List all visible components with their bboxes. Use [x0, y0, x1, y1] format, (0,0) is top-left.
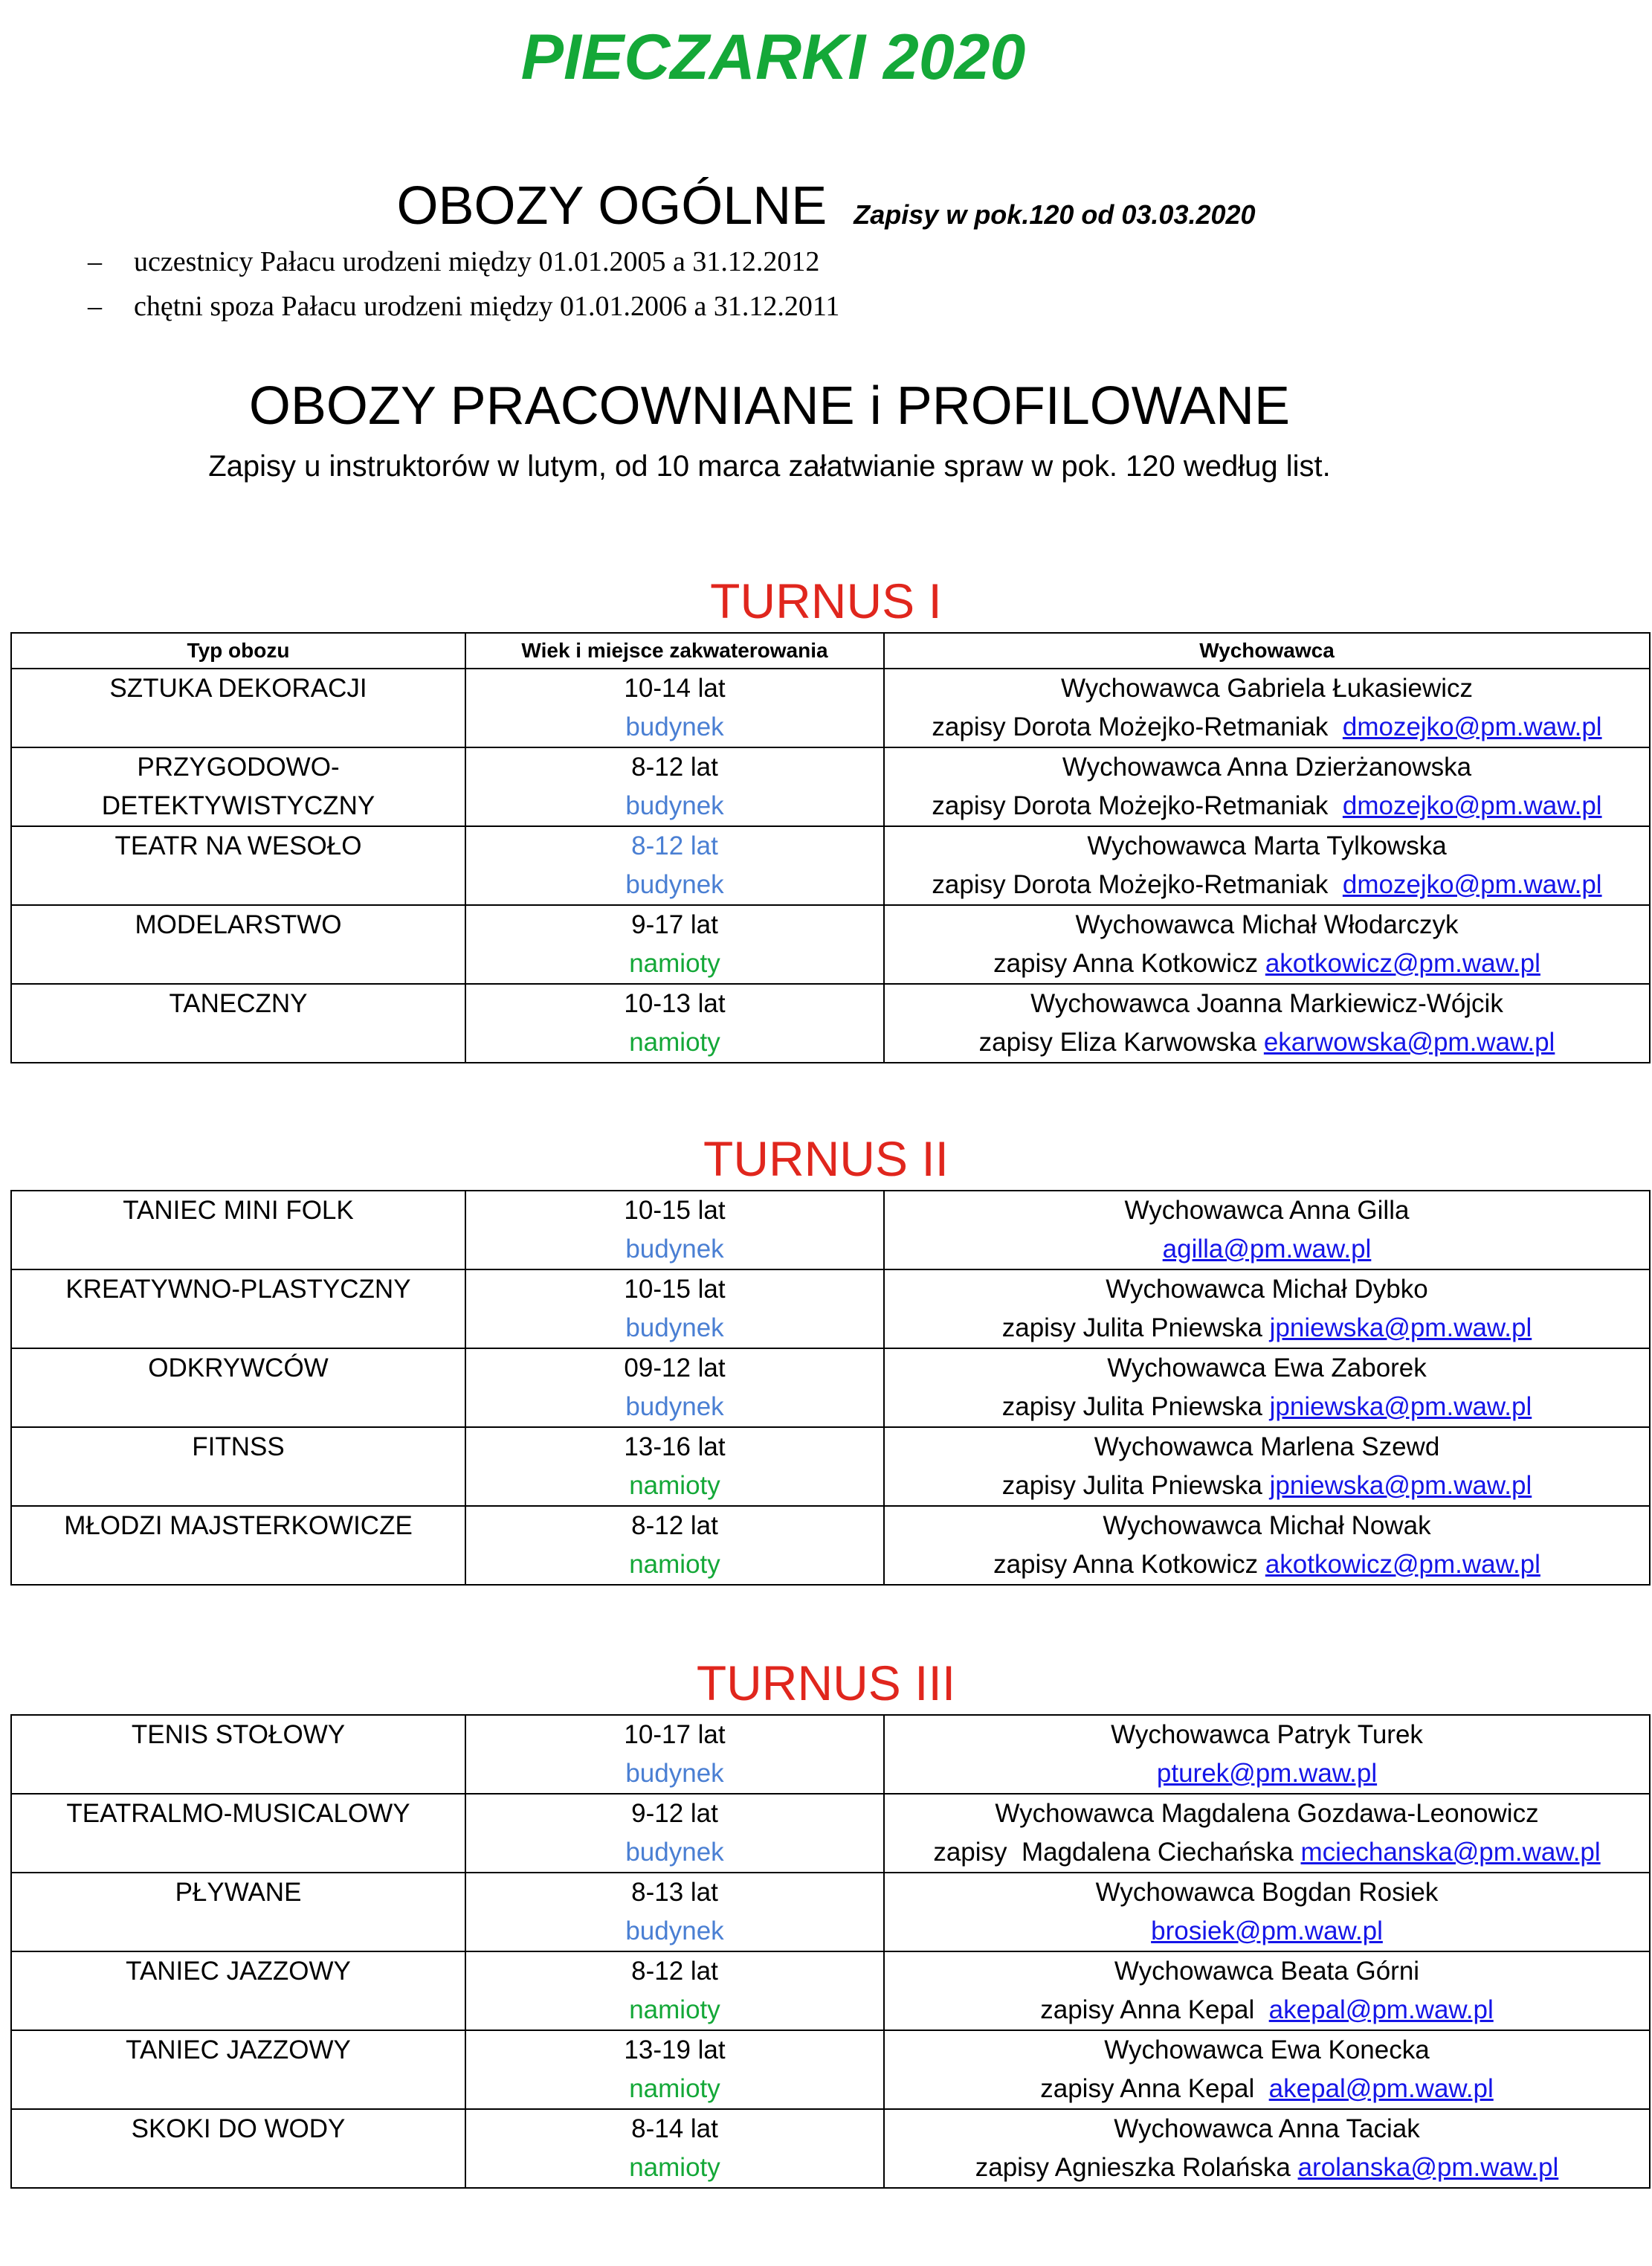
accommodation: budynek: [625, 1392, 724, 1421]
accommodation: namioty: [629, 2153, 720, 2182]
email-link[interactable]: dmozejko@pm.waw.pl: [1342, 712, 1602, 741]
camp-type: TANECZNY: [169, 989, 308, 1018]
accommodation: namioty: [629, 2074, 720, 2103]
tutor-name: Wychowawca Anna Dzierżanowska: [1062, 753, 1472, 782]
turnus-title: TURNUS II: [703, 1131, 949, 1186]
table-row: [11, 1191, 1650, 1269]
tutor-name: Wychowawca Michał Włodarczyk: [1075, 910, 1459, 939]
workshop-camps-subtitle: Zapisy u instruktorów w lutym, od 10 marca załatwianie spraw w pok. 120 według list.: [208, 450, 1331, 483]
workshop-camps-title: OBOZY PRACOWNIANE i PROFILOWANE: [248, 376, 1291, 436]
camp-type: PŁYWANE: [175, 1878, 302, 1907]
tutor-cell: [884, 984, 1650, 1063]
contact-line: [885, 1545, 1649, 1584]
header-age: Wiek i miejsce zakwaterowania: [465, 633, 884, 669]
tutor-name: Wychowawca Marta Tylkowska: [1087, 831, 1447, 860]
age-range: 8-12 lat: [631, 1511, 718, 1540]
table-row: [11, 2030, 1650, 2109]
tutor-cell: [884, 2030, 1650, 2109]
age-accommodation-cell: [465, 1715, 884, 1794]
tutor-cell: [884, 1506, 1650, 1585]
enrollment-contact: zapisy Dorota Możejko-Retmaniak: [932, 791, 1343, 820]
tutor-name: Wychowawca Bogdan Rosiek: [1095, 1878, 1439, 1907]
tutor-name: Wychowawca Michał Nowak: [1103, 1511, 1431, 1540]
tutor-cell: [884, 1348, 1650, 1427]
tutor-cell: [884, 2109, 1650, 2188]
contact-line: [885, 1912, 1649, 1951]
tutor-cell: [884, 1269, 1650, 1348]
age-range: 9-17 lat: [631, 910, 718, 939]
enrollment-contact: zapisy Anna Kepal: [1040, 2074, 1269, 2103]
table-row: [11, 669, 1650, 747]
contact-line: [885, 2148, 1649, 2187]
camp-type-cell: [11, 1506, 465, 1585]
age-range: 8-12 lat: [631, 831, 718, 860]
accommodation: namioty: [629, 1995, 720, 2024]
table-row: [11, 826, 1650, 905]
age-accommodation-cell: [465, 2030, 884, 2109]
camp-type: SZTUKA DEKORACJI: [109, 674, 367, 703]
tutor-name: Wychowawca Anna Gilla: [1124, 1196, 1410, 1225]
contact-line: [885, 1754, 1649, 1793]
enrollment-contact: zapisy Anna Kepal: [1040, 1995, 1269, 2024]
accommodation: budynek: [625, 1235, 724, 1264]
email-link[interactable]: mciechanska@pm.waw.pl: [1300, 1838, 1601, 1867]
age-range: 09-12 lat: [624, 1354, 726, 1383]
camp-type: TEATRALMO-MUSICALOWY: [66, 1799, 410, 1828]
email-link[interactable]: jpniewska@pm.waw.pl: [1269, 1471, 1532, 1500]
table-row: [11, 1951, 1650, 2030]
email-link[interactable]: agilla@pm.waw.pl: [1162, 1235, 1372, 1264]
tutor-name: Wychowawca Magdalena Gozdawa-Leonowicz: [995, 1799, 1539, 1828]
enrollment-contact: zapisy Agnieszka Rolańska: [975, 2153, 1298, 2182]
contact-line: [885, 1023, 1649, 1062]
contact-line: [885, 1309, 1649, 1348]
contact-line: [885, 1230, 1649, 1269]
tutor-cell: [884, 826, 1650, 905]
age-accommodation-cell: [465, 1794, 884, 1873]
accommodation: budynek: [625, 870, 724, 899]
contact-line: [885, 708, 1649, 747]
age-accommodation-cell: [465, 1348, 884, 1427]
eligibility-item: – uczestnicy Pałacu urodzeni między 01.01.2005 a 31.12.2012: [88, 246, 820, 277]
general-camps-title: OBOZY OGÓLNE: [396, 176, 827, 236]
age-accommodation-cell: [465, 984, 884, 1063]
accommodation: namioty: [629, 1028, 720, 1057]
email-link[interactable]: ekarwowska@pm.waw.pl: [1263, 1028, 1555, 1057]
camp-table: [10, 632, 1651, 1063]
enrollment-contact: zapisy Eliza Karwowska: [978, 1028, 1264, 1057]
enrollment-contact: zapisy Dorota Możejko-Retmaniak: [932, 712, 1343, 741]
camp-type: TANIEC JAZZOWY: [126, 1957, 351, 1986]
camp-type-cell: [11, 826, 465, 905]
enrollment-contact: zapisy Julita Pniewska: [1001, 1471, 1270, 1500]
camp-type-cell: [11, 1873, 465, 1951]
contact-line: [885, 1388, 1649, 1426]
tutor-cell: [884, 1951, 1650, 2030]
email-link[interactable]: jpniewska@pm.waw.pl: [1269, 1313, 1532, 1342]
email-link[interactable]: dmozejko@pm.waw.pl: [1342, 870, 1602, 899]
camp-type-cell: [11, 2030, 465, 2109]
camp-type-cell: [11, 1951, 465, 2030]
tutor-cell: [884, 905, 1650, 984]
tutor-name: Wychowawca Patryk Turek: [1111, 1720, 1423, 1749]
camp-type-cell: [11, 1269, 465, 1348]
contact-line: [885, 866, 1649, 904]
camp-table: [10, 1714, 1651, 2189]
turnus-title: TURNUS I: [710, 573, 942, 628]
age-accommodation-cell: [465, 747, 884, 826]
age-range: 13-19 lat: [624, 2035, 726, 2064]
enrollment-contact: zapisy Anna Kotkowicz: [993, 949, 1265, 978]
camp-type: PRZYGODOWO-: [137, 753, 340, 782]
camp-type: ODKRYWCÓW: [148, 1354, 329, 1383]
tutor-name: Wychowawca Ewa Konecka: [1104, 2035, 1430, 2064]
camp-type-cell: [11, 1348, 465, 1427]
age-accommodation-cell: [465, 1506, 884, 1585]
tutor-name: Wychowawca Beata Górni: [1114, 1957, 1420, 1986]
email-link[interactable]: dmozejko@pm.waw.pl: [1342, 791, 1602, 820]
camp-type: TENIS STOŁOWY: [131, 1720, 346, 1749]
accommodation: budynek: [625, 1916, 724, 1945]
camp-type-cell: [11, 1191, 465, 1269]
email-link[interactable]: akepal@pm.waw.pl: [1268, 2074, 1494, 2103]
tutor-cell: [884, 1873, 1650, 1951]
age-accommodation-cell: [465, 1951, 884, 2030]
tutor-cell: [884, 1794, 1650, 1873]
accommodation: budynek: [625, 1838, 724, 1867]
accommodation: budynek: [625, 1759, 724, 1788]
table-row: [11, 1348, 1650, 1427]
table-header-row: [11, 633, 1650, 669]
camp-type: MODELARSTWO: [135, 910, 342, 939]
camp-type-cell: [11, 1715, 465, 1794]
header-tutor: Wychowawca: [884, 633, 1650, 669]
age-accommodation-cell: [465, 905, 884, 984]
age-accommodation-cell: [465, 826, 884, 905]
age-range: 10-13 lat: [624, 989, 726, 1018]
camp-type-cell: [11, 1794, 465, 1873]
email-link[interactable]: pturek@pm.waw.pl: [1156, 1759, 1378, 1788]
camp-type: TEATR NA WESOŁO: [114, 831, 362, 860]
camp-table: [10, 1190, 1651, 1586]
table-row: [11, 1873, 1650, 1951]
contact-line: [885, 944, 1649, 983]
age-accommodation-cell: [465, 1191, 884, 1269]
age-range: 9-12 lat: [631, 1799, 718, 1828]
age-range: 13-16 lat: [624, 1432, 726, 1461]
tutor-cell: [884, 1191, 1650, 1269]
page-title: PIECZARKI 2020: [520, 22, 1026, 93]
enrollment-contact: zapisy Magdalena Ciechańska: [933, 1838, 1301, 1867]
table-row: [11, 1506, 1650, 1585]
table-row: [11, 2109, 1650, 2188]
age-accommodation-cell: [465, 669, 884, 747]
camp-type: TANIEC MINI FOLK: [123, 1196, 354, 1225]
camp-type-cell: [11, 2109, 465, 2188]
eligibility-item: – chętni spoza Pałacu urodzeni między 01.01.2006 a 31.12.2011: [88, 291, 840, 322]
table-row: [11, 747, 1650, 826]
camp-type-cell: [11, 669, 465, 747]
age-range: 8-12 lat: [631, 1957, 718, 1986]
tutor-name: Wychowawca Marlena Szewd: [1094, 1432, 1440, 1461]
tutor-cell: [884, 747, 1650, 826]
tutor-cell: [884, 669, 1650, 747]
age-accommodation-cell: [465, 2109, 884, 2188]
accommodation: budynek: [625, 791, 724, 820]
age-accommodation-cell: [465, 1873, 884, 1951]
age-range: 8-12 lat: [631, 753, 718, 782]
accommodation: namioty: [629, 1550, 720, 1579]
email-link[interactable]: akotkowicz@pm.waw.pl: [1265, 949, 1540, 978]
camp-type-cell: [11, 984, 465, 1063]
age-range: 10-17 lat: [624, 1720, 726, 1749]
tutor-name: Wychowawca Michał Dybko: [1106, 1275, 1428, 1304]
general-camps-note: Zapisy w pok.120 od 03.03.2020: [854, 199, 1256, 230]
contact-line: [885, 787, 1649, 825]
accommodation: namioty: [629, 1471, 720, 1500]
accommodation: budynek: [625, 1313, 724, 1342]
email-link[interactable]: jpniewska@pm.waw.pl: [1269, 1392, 1532, 1421]
enrollment-contact: zapisy Dorota Możejko-Retmaniak: [932, 870, 1343, 899]
turnus-title: TURNUS III: [696, 1655, 956, 1710]
tutor-name: Wychowawca Ewa Zaborek: [1107, 1354, 1427, 1383]
tutor-name: Wychowawca Gabriela Łukasiewicz: [1060, 674, 1474, 703]
camp-type: SKOKI DO WODY: [131, 2114, 346, 2143]
camp-type: FITNSS: [192, 1432, 285, 1461]
age-range: 10-15 lat: [624, 1196, 726, 1225]
email-link[interactable]: akepal@pm.waw.pl: [1268, 1995, 1494, 2024]
accommodation: namioty: [629, 949, 720, 978]
age-range: 10-14 lat: [624, 674, 726, 703]
general-camps-heading: [0, 176, 1652, 236]
email-link[interactable]: arolanska@pm.waw.pl: [1297, 2153, 1559, 2182]
contact-line: [885, 1991, 1649, 2030]
eligibility-list: [88, 239, 839, 329]
camp-type-cell: [11, 905, 465, 984]
age-range: 8-13 lat: [631, 1878, 718, 1907]
camp-type: KREATYWNO-PLASTYCZNY: [65, 1275, 411, 1304]
camp-type: TANIEC JAZZOWY: [126, 2035, 351, 2064]
email-link[interactable]: brosiek@pm.waw.pl: [1151, 1916, 1383, 1945]
age-accommodation-cell: [465, 1269, 884, 1348]
accommodation: budynek: [625, 712, 724, 741]
contact-line: [885, 2070, 1649, 2108]
contact-line: [885, 1833, 1649, 1872]
table-row: [11, 1715, 1650, 1794]
enrollment-contact: zapisy Julita Pniewska: [1001, 1392, 1270, 1421]
table-row: [11, 1269, 1650, 1348]
age-range: 10-15 lat: [624, 1275, 726, 1304]
camp-type-cell: [11, 1427, 465, 1506]
camp-type: MŁODZI MAJSTERKOWICZE: [64, 1511, 413, 1540]
table-row: [11, 1794, 1650, 1873]
tutor-cell: [884, 1715, 1650, 1794]
age-range: 8-14 lat: [631, 2114, 718, 2143]
contact-line: [885, 1467, 1649, 1505]
camp-type-cell: [11, 747, 465, 826]
enrollment-contact: zapisy Anna Kotkowicz: [993, 1550, 1265, 1579]
tutor-name: Wychowawca Anna Taciak: [1114, 2114, 1420, 2143]
header-type: Typ obozu: [11, 633, 465, 669]
enrollment-contact: zapisy Julita Pniewska: [1001, 1313, 1270, 1342]
age-accommodation-cell: [465, 1427, 884, 1506]
camp-type: DETEKTYWISTYCZNY: [101, 791, 375, 820]
tutor-name: Wychowawca Joanna Markiewicz-Wójcik: [1030, 989, 1503, 1018]
tutor-cell: [884, 1427, 1650, 1506]
table-row: [11, 1427, 1650, 1506]
table-row: [11, 905, 1650, 984]
email-link[interactable]: akotkowicz@pm.waw.pl: [1265, 1550, 1540, 1579]
table-row: [11, 984, 1650, 1063]
